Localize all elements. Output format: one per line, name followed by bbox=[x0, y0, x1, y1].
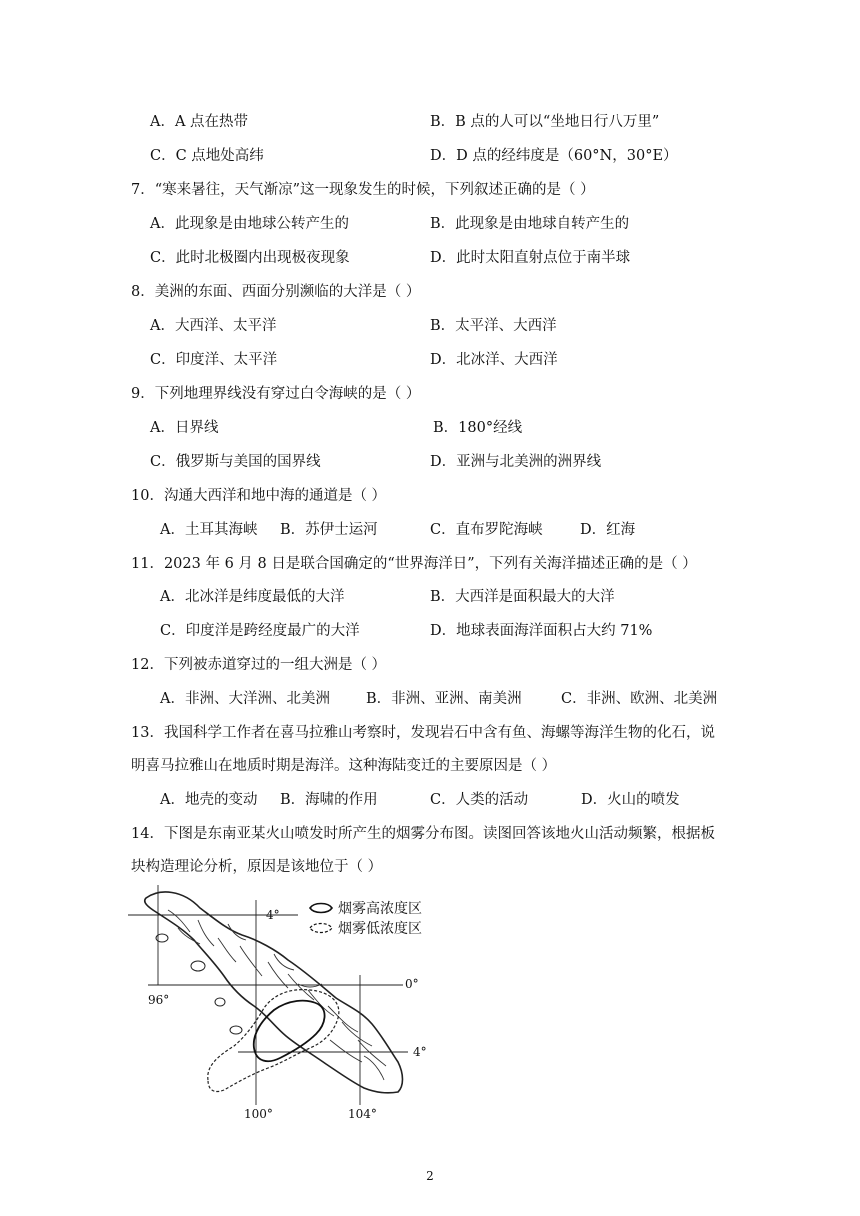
q7-option-a: A．此现象是由地球公转产生的 bbox=[150, 216, 349, 232]
q9-option-a: A．日界线 bbox=[150, 420, 219, 436]
q10-stem: 10．沟通大西洋和地中海的通道是（ ） bbox=[131, 488, 387, 504]
q12-option-c: C．非洲、欧洲、北美洲 bbox=[561, 691, 718, 707]
q13-stem-line2: 明喜马拉雅山在地质时期是海洋。这种海陆变迁的主要原因是（ ） bbox=[131, 758, 557, 774]
lat-label-4n: 4° bbox=[266, 908, 280, 922]
q11-stem: 11．2023 年 6 月 8 日是联合国确定的“世界海洋日”，下列有关海洋描述正确的是（ ） bbox=[131, 556, 697, 572]
q8-option-d: D．北冰洋、大西洋 bbox=[430, 352, 558, 368]
q12-stem: 12．下列被赤道穿过的一组大洲是（ ） bbox=[131, 657, 387, 673]
q9-stem: 9．下列地理界线没有穿过白令海峡的是（ ） bbox=[131, 386, 421, 402]
lat-label-0: 0° bbox=[405, 977, 419, 991]
volcano-smoke-map bbox=[128, 880, 468, 1120]
lon-label-104: 104° bbox=[348, 1107, 377, 1120]
q8-option-c: C．印度洋、太平洋 bbox=[150, 352, 278, 368]
q13-option-a: A．地壳的变动 bbox=[160, 792, 258, 808]
q6-option-a: A．A 点在热带 bbox=[150, 114, 249, 130]
q6-option-d: D．D 点的经纬度是（60°N，30°E） bbox=[430, 148, 678, 164]
q10-option-d: D．红海 bbox=[580, 522, 636, 538]
q6-option-b: B．B 点的人可以“坐地日行八万里” bbox=[430, 114, 660, 130]
q12-option-a: A．非洲、大洋洲、北美洲 bbox=[160, 691, 330, 707]
q14-stem-line2: 块构造理论分析，原因是该地位于（ ） bbox=[131, 859, 383, 875]
q8-stem: 8．美洲的东面、西面分别濒临的大洋是（ ） bbox=[131, 284, 421, 300]
q14-stem-line1: 14．下图是东南亚某火山喷发时所产生的烟雾分布图。读图回答该地火山活动频繁，根据板 bbox=[131, 826, 715, 842]
lat-label-4s: 4° bbox=[413, 1045, 427, 1059]
q9-option-d: D．亚洲与北美洲的洲界线 bbox=[430, 454, 602, 470]
q13-option-b: B．海啸的作用 bbox=[280, 792, 378, 808]
q10-option-b: B．苏伊士运河 bbox=[280, 522, 378, 538]
q8-option-a: A．大西洋、太平洋 bbox=[150, 318, 277, 334]
page-number: 2 bbox=[426, 1169, 434, 1183]
map-legend bbox=[310, 900, 422, 937]
q9-option-b: B．180°经线 bbox=[433, 420, 523, 436]
q9-option-c: C．俄罗斯与美国的国界线 bbox=[150, 454, 321, 470]
q12-option-b: B．非洲、亚洲、南美洲 bbox=[366, 691, 522, 707]
q7-stem: 7．“寒来暑往，天气渐凉”这一现象发生的时候，下列叙述正确的是（ ） bbox=[131, 182, 595, 198]
q13-option-c: C．人类的活动 bbox=[430, 792, 529, 808]
q7-option-b: B．此现象是由地球自转产生的 bbox=[430, 216, 630, 232]
lon-label-100: 100° bbox=[244, 1107, 273, 1120]
q11-option-c: C．印度洋是跨经度最广的大洋 bbox=[160, 623, 360, 639]
q11-option-b: B．大西洋是面积最大的大洋 bbox=[430, 589, 615, 605]
q8-option-b: B．太平洋、大西洋 bbox=[430, 318, 557, 334]
q7-option-d: D．此时太阳直射点位于南半球 bbox=[430, 250, 631, 266]
q13-stem-line1: 13．我国科学工作者在喜马拉雅山考察时，发现岩石中含有鱼、海螺等海洋生物的化石，说 bbox=[131, 725, 715, 741]
legend-high-label: 烟雾高浓度区 bbox=[338, 901, 422, 917]
q10-option-c: C．直布罗陀海峡 bbox=[430, 522, 543, 538]
legend-low-label: 烟雾低浓度区 bbox=[338, 921, 422, 937]
q6-option-c: C．C 点地处高纬 bbox=[150, 148, 264, 164]
q11-option-a: A．北冰洋是纬度最低的大洋 bbox=[160, 589, 345, 605]
q11-option-d: D．地球表面海洋面积占大约 71% bbox=[430, 623, 653, 639]
lon-label-96: 96° bbox=[148, 993, 170, 1007]
q13-option-d: D．火山的喷发 bbox=[581, 792, 680, 808]
q10-option-a: A．土耳其海峡 bbox=[160, 522, 258, 538]
q7-option-c: C．此时北极圈内出现极夜现象 bbox=[150, 250, 350, 266]
